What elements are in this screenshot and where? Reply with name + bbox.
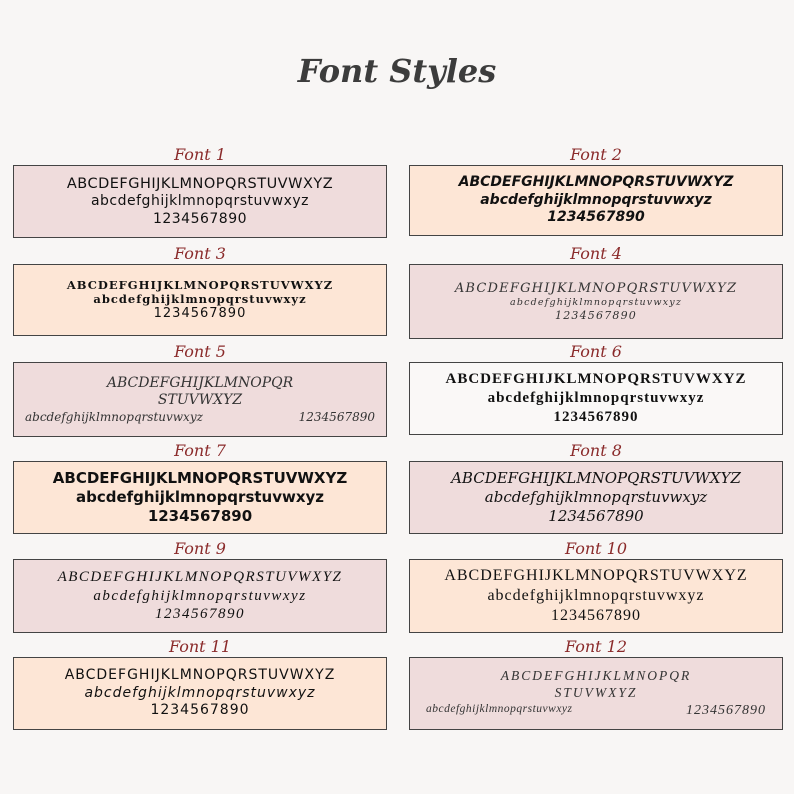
- font-label: Font 5: [174, 342, 226, 361]
- lowercase-sample: abcdefghijklmnopqrstuvwxyz: [487, 587, 705, 604]
- font-card-9: [13, 539, 387, 633]
- lowercase-sample: abcdefghijklmnopqrstuvwxyz: [487, 390, 705, 407]
- digits-sample: 1234567890: [548, 506, 644, 525]
- digits-sample: 1234567890: [551, 607, 641, 624]
- uppercase-sample: ABCDEFGHIJKLMNOPQRSTUVWXYZ: [66, 175, 334, 192]
- digits-sample: 1234567890: [298, 409, 375, 424]
- font-label: Font 3: [174, 244, 226, 263]
- uppercase-sample-line-2: STUVWXYZ: [157, 392, 243, 408]
- lowercase-sample: abcdefghijklmnopqrstuvwxyz: [25, 409, 203, 424]
- lowercase-sample: abcdefghijklmnopqrstuvwxyz: [480, 191, 712, 208]
- digits-sample: 1234567890: [150, 702, 250, 719]
- font-label: Font 1: [174, 145, 226, 164]
- font-label: Font 11: [168, 637, 232, 656]
- digits-sample: 1234567890: [553, 408, 639, 425]
- uppercase-sample: ABCDEFGHIJKLMNOPQRSTUVWXYZ: [66, 277, 334, 292]
- font-card-12: [409, 637, 783, 730]
- uppercase-sample: ABCDEFGHIJKLMNOPQRSTUVWXYZ: [52, 469, 348, 488]
- uppercase-sample: ABCDEFGHIJKLMNOPQRSTUVWXYZ: [64, 667, 336, 684]
- font-label: Font 4: [570, 244, 622, 263]
- font-sample-box: [13, 264, 387, 336]
- lowercase-sample: abcdefghijklmnopqrstuvwxyz: [93, 291, 307, 306]
- font-card-10: [409, 539, 783, 633]
- font-sample-box: [409, 264, 783, 339]
- uppercase-sample-line-1: ABCDEFGHIJKLMNOPQR: [500, 667, 692, 683]
- font-label: Font 6: [570, 342, 622, 361]
- uppercase-sample: ABCDEFGHIJKLMNOPQRSTUVWXYZ: [445, 371, 747, 388]
- font-sample-box: [13, 461, 387, 534]
- uppercase-sample: ABCDEFGHIJKLMNOPQRSTUVWXYZ: [454, 280, 738, 296]
- lower-digits-row: [426, 702, 766, 720]
- lower-digits-row: [25, 410, 375, 425]
- page-title: Font Styles: [297, 52, 497, 90]
- font-sample-box: [409, 559, 783, 633]
- lowercase-sample: abcdefghijklmnopqrstuvwxyz: [509, 296, 683, 308]
- font-sample-box: [409, 362, 783, 435]
- font-card-1: [13, 145, 387, 238]
- lowercase-sample: abcdefghijklmnopqrstuvwxyz: [93, 587, 307, 604]
- font-sample-box: [409, 657, 783, 730]
- font-sample-box: [409, 461, 783, 534]
- font-label: Font 12: [564, 637, 628, 656]
- font-sample-box: [13, 362, 387, 437]
- lowercase-sample: abcdefghijklmnopqrstuvwxyz: [484, 488, 708, 507]
- font-card-2: [409, 145, 783, 236]
- font-label: Font 8: [570, 441, 622, 460]
- uppercase-sample: ABCDEFGHIJKLMNOPQRSTUVWXYZ: [444, 567, 748, 584]
- digits-sample: 1234567890: [153, 306, 247, 322]
- digits-sample: 1234567890: [555, 308, 637, 322]
- uppercase-sample: ABCDEFGHIJKLMNOPQRSTUVWXYZ: [451, 469, 741, 488]
- font-sample-box: [409, 165, 783, 236]
- font-label: Font 2: [570, 145, 622, 164]
- uppercase-sample: ABCDEFGHIJKLMNOPQRSTUVWXYZ: [57, 568, 343, 585]
- lowercase-sample: abcdefghijklmnopqrstuvwxyz: [84, 684, 316, 701]
- font-card-6: [409, 342, 783, 435]
- digits-sample: 1234567890: [155, 606, 245, 623]
- font-sample-box: [13, 559, 387, 633]
- font-card-8: [409, 441, 783, 534]
- digits-sample: 1234567890: [686, 702, 766, 718]
- digits-sample: 1234567890: [152, 210, 248, 227]
- uppercase-sample: ABCDEFGHIJKLMNOPQRSTUVWXYZ: [458, 174, 734, 191]
- font-sample-box: [13, 165, 387, 238]
- lowercase-sample: abcdefghijklmnopqrstuvwxyz: [90, 193, 310, 210]
- font-sample-box: [13, 657, 387, 730]
- lowercase-sample: abcdefghijklmnopqrstuvwxyz: [75, 488, 325, 507]
- font-card-3: [13, 244, 387, 336]
- font-card-4: [409, 244, 783, 339]
- lowercase-sample: abcdefghijklmnopqrstuvwxyz: [426, 702, 573, 715]
- font-label: Font 10: [564, 539, 628, 558]
- font-label: Font 9: [174, 539, 226, 558]
- digits-sample: 1234567890: [147, 506, 253, 525]
- uppercase-sample-line-1: ABCDEFGHIJKLMNOPQR: [106, 374, 294, 391]
- font-label: Font 7: [174, 441, 226, 460]
- font-card-5: [13, 342, 387, 437]
- uppercase-sample-line-2: STUVWXYZ: [554, 684, 638, 700]
- font-card-11: [13, 637, 387, 730]
- font-card-7: [13, 441, 387, 534]
- digits-sample: 1234567890: [547, 209, 645, 226]
